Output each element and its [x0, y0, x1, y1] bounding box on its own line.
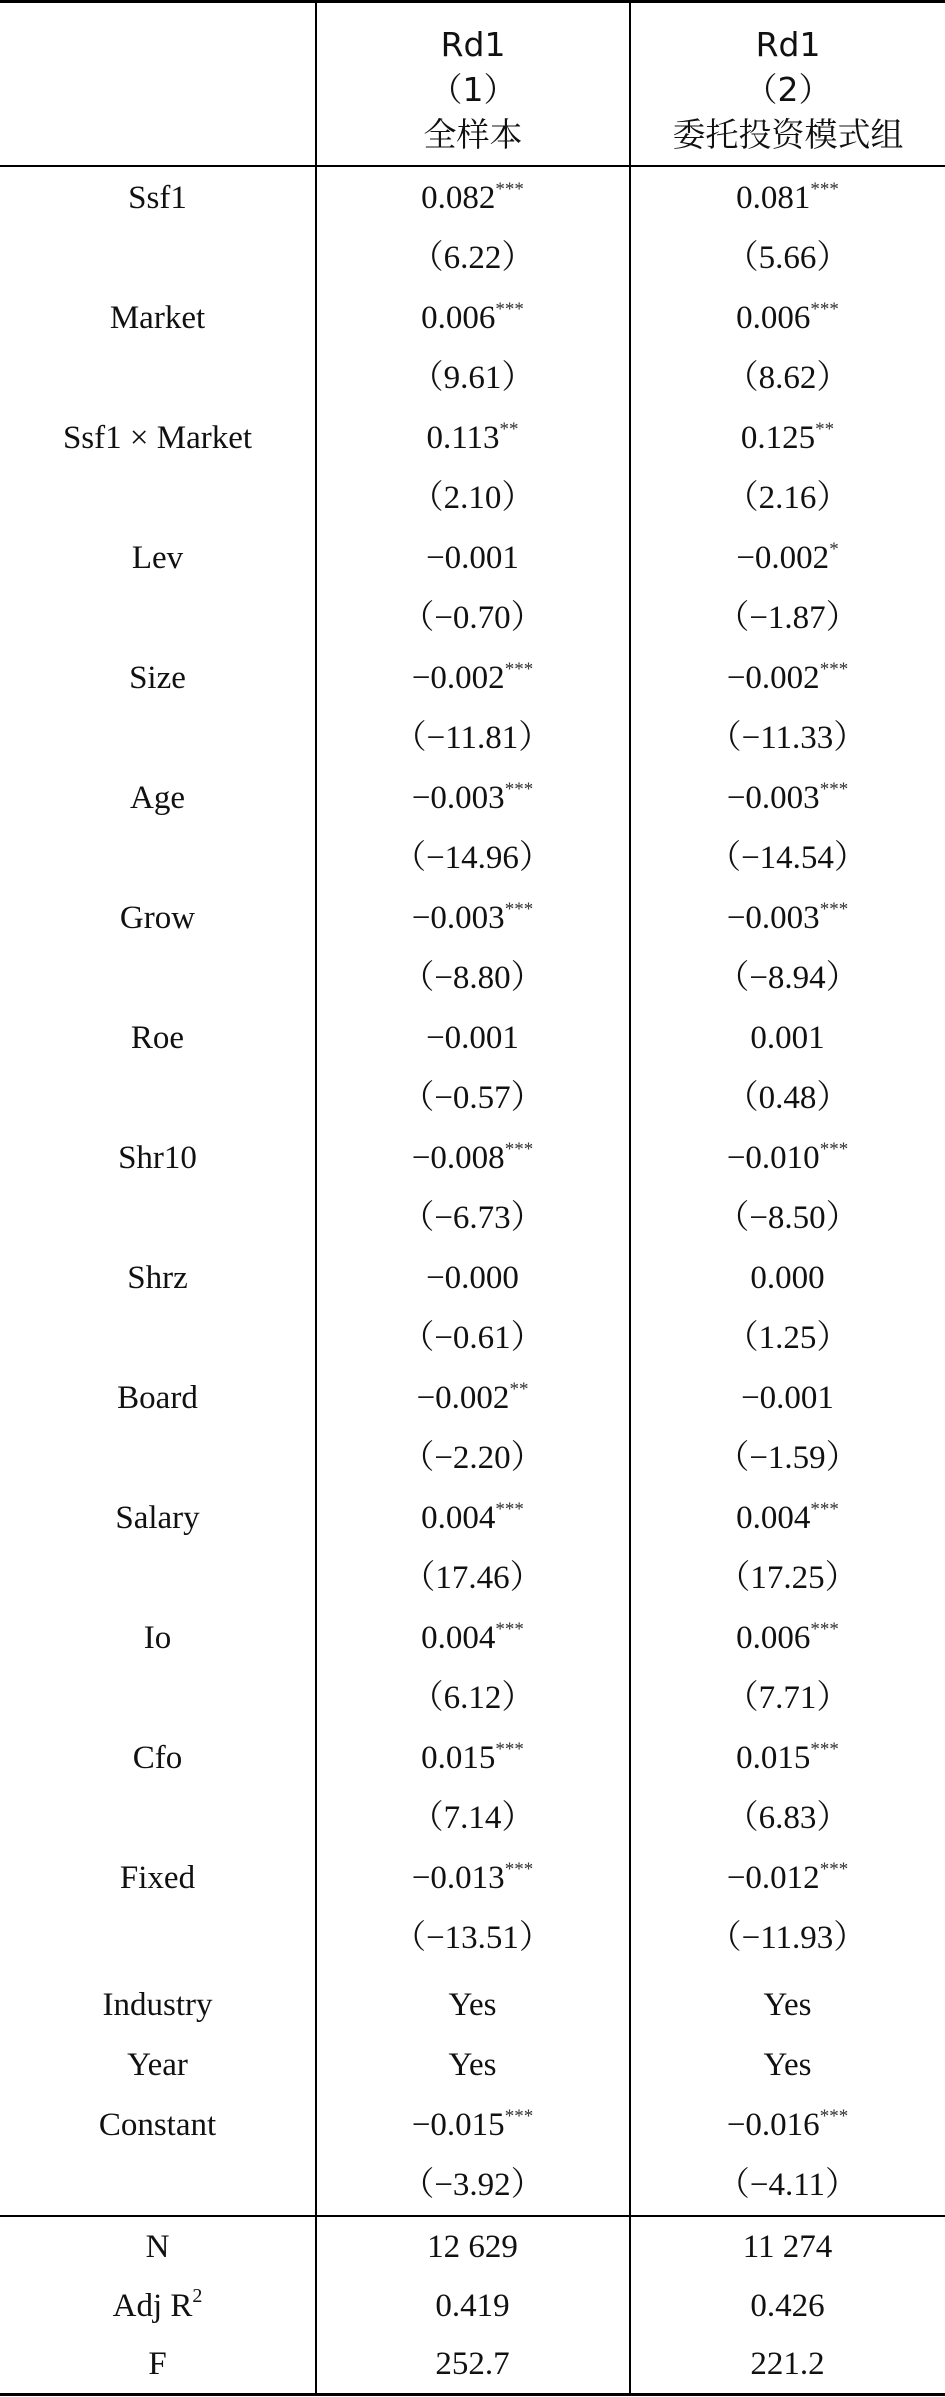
coef-cell-2: 0.081*** [736, 179, 839, 216]
row-ssf1-x-market [0, 408, 945, 468]
row-board [0, 1368, 945, 1428]
row-ssf1 [0, 168, 945, 228]
tstat-cell-1: （6.22） [410, 240, 535, 276]
coef-cell-2: −0.002* [736, 539, 839, 576]
row-adj-r2 [0, 2276, 945, 2336]
column-number: （2） [744, 70, 832, 109]
tstat-cell-1: （−11.81） [393, 720, 552, 756]
row-salary [0, 1488, 945, 1548]
stat-label: Adj $R^2$ [112, 2285, 203, 2324]
variable-label: Fixed [119, 1860, 196, 1896]
tstat-cell-1: （−0.70） [401, 600, 544, 636]
stat-label: N [145, 2229, 170, 2265]
row-shr10 [0, 1128, 945, 1188]
tstat-cell-2: （5.66） [725, 240, 850, 276]
tstat-cell-1: （−3.92） [401, 2167, 544, 2203]
row-market [0, 288, 945, 348]
coef-cell-1: 0.015*** [421, 1739, 524, 1776]
coef-cell-2: −0.012*** [726, 1859, 849, 1896]
coef-cell-1: −0.001 [426, 1020, 519, 1056]
row-shr10-tstat [0, 1188, 945, 1248]
sample-name: 全样本 [423, 115, 523, 154]
variable-label: Io [143, 1620, 172, 1656]
tstat-cell-1: （7.14） [410, 1800, 535, 1836]
row-fixed-tstat [0, 1908, 945, 1968]
coef-cell-1: −0.003*** [411, 899, 534, 936]
row-constant [0, 2095, 945, 2155]
variable-label: Size [129, 660, 186, 696]
variable-label: Industry [102, 1987, 213, 2023]
row-constant-tstat [0, 2155, 945, 2215]
row-io-tstat [0, 1668, 945, 1728]
tstat-cell-2: （−11.93） [708, 1920, 867, 1956]
variable-label: Roe [130, 1020, 185, 1056]
tstat-cell-1: （−8.80） [401, 960, 544, 996]
coef-cell-1: 0.004*** [421, 1499, 524, 1536]
row-grow-tstat [0, 948, 945, 1008]
value-cell-2: Yes [763, 1987, 812, 2023]
value-cell-1: Yes [448, 1987, 497, 2023]
variable-label: Constant [98, 2107, 217, 2143]
coef-cell-2: 0.006*** [736, 299, 839, 336]
coef-cell-1: −0.013*** [411, 1859, 534, 1896]
value-cell-1: Yes [448, 2047, 497, 2083]
coef-cell-2: 0.125** [740, 419, 835, 456]
variable-label: Board [117, 1380, 198, 1416]
row-ssf1-tstat [0, 228, 945, 288]
stat-value-2: 11 274 [742, 2229, 833, 2265]
row-size [0, 648, 945, 708]
coef-cell-1: −0.002** [416, 1379, 529, 1416]
row-size-tstat [0, 708, 945, 768]
tstat-cell-1: （−0.61） [401, 1320, 544, 1356]
stat-value-1: 12 629 [427, 2229, 518, 2265]
row-age [0, 768, 945, 828]
tstat-cell-1: （17.46） [402, 1560, 543, 1596]
row-f [0, 2334, 945, 2394]
tstat-cell-1: （9.61） [410, 360, 535, 396]
variable-label: Grow [119, 900, 196, 936]
variable-label: Salary [115, 1500, 200, 1536]
column-header-1 [317, 22, 629, 157]
column-header-2 [631, 22, 945, 157]
variable-label: Ssf1 × Market [62, 420, 253, 456]
coef-cell-2: 0.015*** [736, 1739, 839, 1776]
dependent-variable: Rd1 [755, 25, 821, 64]
coef-cell-1: 0.006*** [421, 299, 524, 336]
tstat-cell-1: （2.10） [410, 480, 535, 516]
row-cfo [0, 1728, 945, 1788]
tstat-cell-2: （1.25） [725, 1320, 850, 1356]
coef-cell-2: 0.000 [750, 1260, 825, 1296]
coef-cell-2: 0.004*** [736, 1499, 839, 1536]
dependent-variable: Rd1 [440, 25, 506, 64]
column-number: （1） [429, 70, 517, 109]
tstat-cell-2: （−1.59） [716, 1440, 859, 1476]
coef-cell-2: −0.003*** [726, 779, 849, 816]
row-market-tstat [0, 348, 945, 408]
row-shrz [0, 1248, 945, 1308]
row-shrz-tstat [0, 1308, 945, 1368]
row-lev-tstat [0, 588, 945, 648]
coef-cell-2: 0.006*** [736, 1619, 839, 1656]
coef-cell-2: −0.001 [741, 1380, 834, 1416]
tstat-cell-1: （6.12） [410, 1680, 535, 1716]
top-rule [0, 0, 945, 3]
sample-name: 委托投资模式组 [672, 115, 904, 154]
tstat-cell-1: （−6.73） [401, 1200, 544, 1236]
coef-cell-1: −0.000 [426, 1260, 519, 1296]
coef-cell-2: −0.003*** [726, 899, 849, 936]
variable-label: Cfo [132, 1740, 183, 1776]
tstat-cell-2: （−11.33） [708, 720, 867, 756]
row-year [0, 2035, 945, 2095]
row-roe-tstat [0, 1068, 945, 1128]
tstat-cell-2: （−8.50） [716, 1200, 859, 1236]
row-io [0, 1608, 945, 1668]
header-rule [0, 165, 945, 167]
tstat-cell-2: （−1.87） [716, 600, 859, 636]
variable-label: Lev [131, 540, 184, 576]
row-age-tstat [0, 828, 945, 888]
tstat-cell-1: （−2.20） [401, 1440, 544, 1476]
tstat-cell-2: （7.71） [725, 1680, 850, 1716]
stat-value-2: 0.426 [750, 2288, 825, 2324]
tstat-cell-2: （−14.54） [708, 840, 867, 876]
variable-label: Market [109, 300, 206, 336]
coef-cell-1: −0.015*** [411, 2106, 534, 2143]
variable-label: Age [130, 780, 185, 816]
row-board-tstat [0, 1428, 945, 1488]
coef-cell-2: −0.016*** [726, 2106, 849, 2143]
tstat-cell-2: （6.83） [725, 1800, 850, 1836]
coef-cell-1: −0.003*** [411, 779, 534, 816]
variable-label: Shrz [127, 1260, 188, 1296]
variable-label: Ssf1 [128, 180, 187, 216]
row-lev [0, 528, 945, 588]
row-salary-tstat [0, 1548, 945, 1608]
coef-cell-1: 0.113** [426, 419, 519, 456]
row-cfo-tstat [0, 1788, 945, 1848]
tstat-cell-1: （−0.57） [401, 1080, 544, 1116]
coef-cell-1: −0.001 [426, 540, 519, 576]
coef-cell-1: 0.004*** [421, 1619, 524, 1656]
row-ssf1-x-market-tstat [0, 468, 945, 528]
row-fixed [0, 1848, 945, 1908]
tstat-cell-2: （−4.11） [716, 2167, 859, 2203]
tstat-cell-1: （−14.96） [393, 840, 552, 876]
coef-cell-2: −0.002*** [726, 659, 849, 696]
stat-label: F [148, 2346, 167, 2382]
tstat-cell-2: （2.16） [725, 480, 850, 516]
tstat-cell-2: （−8.94） [716, 960, 859, 996]
stat-value-1: 252.7 [435, 2346, 510, 2382]
coef-cell-1: −0.002*** [411, 659, 534, 696]
row-n [0, 2217, 945, 2277]
row-roe [0, 1008, 945, 1068]
coef-cell-2: 0.001 [750, 1020, 825, 1056]
row-industry [0, 1975, 945, 2035]
variable-label: Shr10 [118, 1140, 197, 1176]
row-grow [0, 888, 945, 948]
tstat-cell-2: （8.62） [725, 360, 850, 396]
stat-value-1: 0.419 [435, 2288, 510, 2324]
coef-cell-2: −0.010*** [726, 1139, 849, 1176]
stat-value-2: 221.2 [750, 2346, 825, 2382]
coef-cell-1: 0.082*** [421, 179, 524, 216]
tstat-cell-2: （0.48） [725, 1080, 850, 1116]
value-cell-2: Yes [763, 2047, 812, 2083]
variable-label: Year [127, 2047, 188, 2083]
coef-cell-1: −0.008*** [411, 1139, 534, 1176]
tstat-cell-1: （−13.51） [393, 1920, 552, 1956]
tstat-cell-2: （17.25） [717, 1560, 858, 1596]
